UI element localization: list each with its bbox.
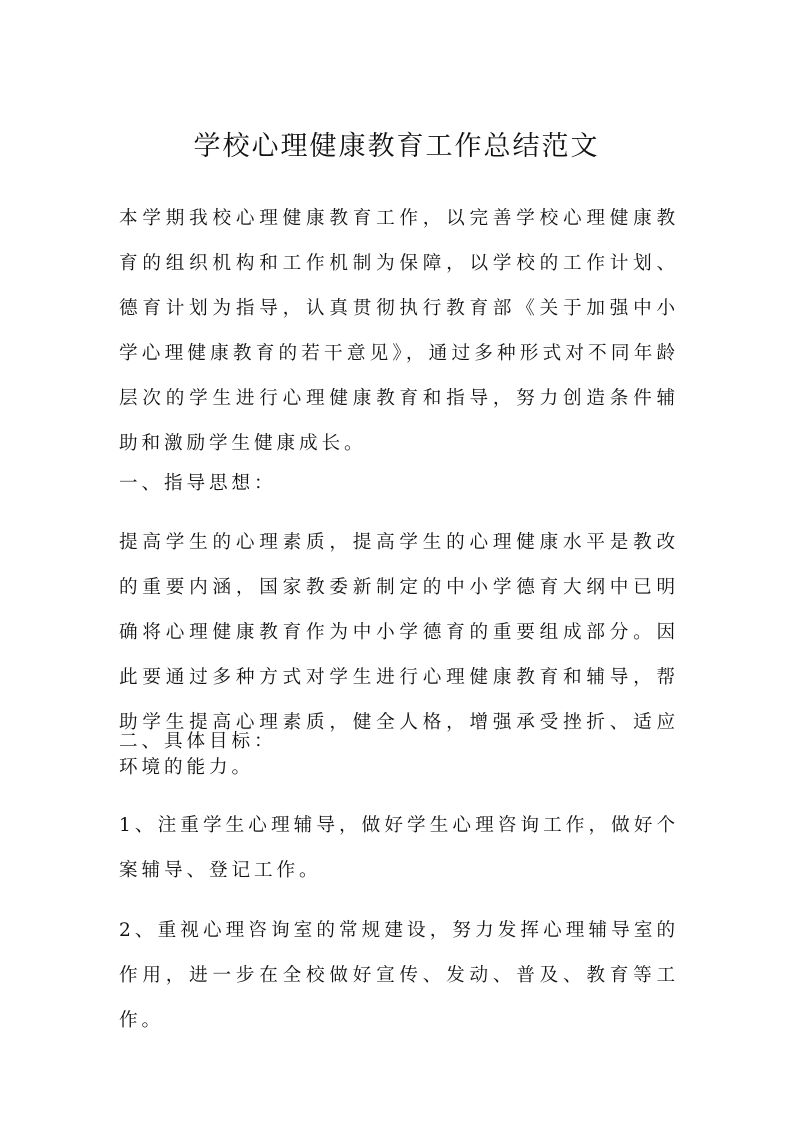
guiding-thought-paragraph: 提高学生的心理素质，提高学生的心理健康水平是教改的重要内涵，国家教委新制定的中小学德育大纲中已明确将心理健康教育作为中小学德育的重要组成部分。因此要通过多种方式对学生进行心理健康教育和辅导，帮助学生提高心理素质，健全人格，增强承受挫折、适应环境的能力。 bbox=[119, 532, 679, 778]
goal-item-2: 2、重视心理咨询室的常规建设，努力发挥心理辅导室的作用，进一步在全校做好宣传、发动、普及、教育等工作。 bbox=[119, 920, 679, 1031]
section-heading-guiding-thought: 一、指导思想： bbox=[119, 473, 277, 494]
intro-paragraph: 本学期我校心理健康教育工作，以完善学校心理健康教育的组织机构和工作机制为保障，以学校的工作计划、德育计划为指导，认真贯彻执行教育部《关于加强中小学心理健康教育的若干意见》，通过多种形式对不同年龄层次的学生进行心理健康教育和指导，努力创造条件辅助和激励学生健康成长。 bbox=[119, 208, 679, 454]
section-heading-specific-goals: 二、具体目标： bbox=[119, 731, 277, 752]
document-title: 学校心理健康教育工作总结范文 bbox=[193, 131, 600, 162]
goal-item-1: 1、注重学生心理辅导，做好学生心理咨询工作，做好个案辅导、登记工作。 bbox=[119, 815, 679, 881]
